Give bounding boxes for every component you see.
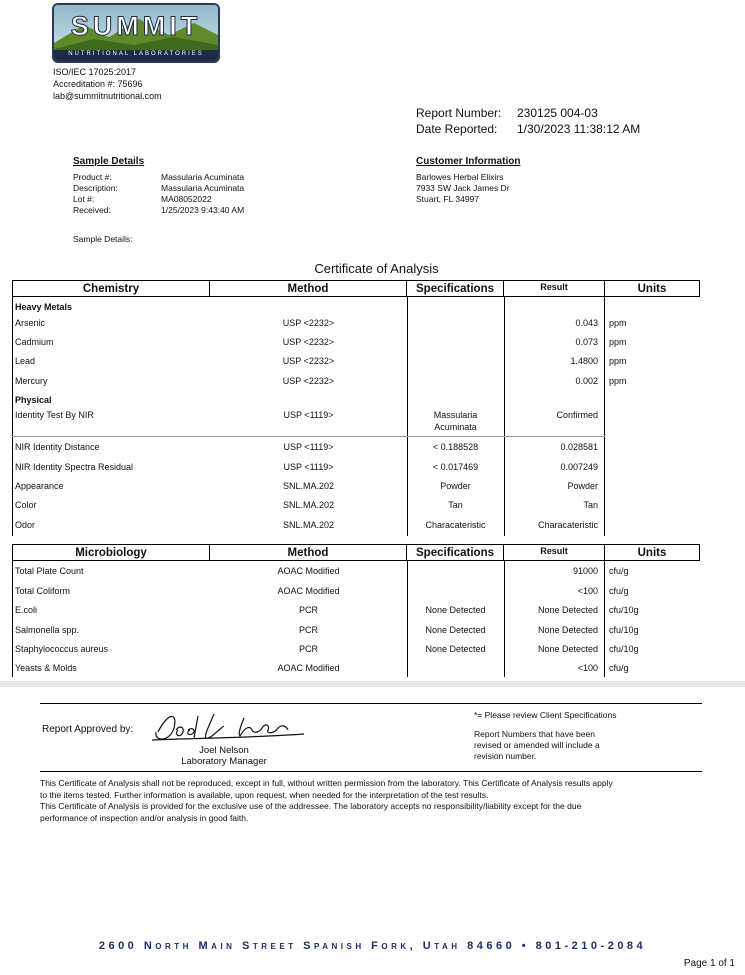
section-divider	[0, 681, 745, 687]
row-method: USP <1119>	[283, 462, 334, 472]
approved-by-label: Report Approved by:	[42, 724, 134, 735]
row-name: Lead	[15, 356, 36, 366]
row-spec: None Detected	[425, 644, 486, 654]
row-result: 0.002	[575, 376, 598, 386]
iso-standard: ISO/IEC 17025:2017	[53, 67, 137, 77]
row-spec-line2: Acuminata	[434, 422, 477, 432]
col-result: Result	[504, 545, 605, 560]
row-result: None Detected	[537, 605, 598, 615]
customer-street: 7933 SW Jack James Dr	[416, 183, 510, 193]
revision-note-line: revised or amended will include a	[474, 740, 600, 750]
customer-name: Barlowes Herbal Elixirs	[416, 172, 504, 182]
row-name: Identity Test By NIR	[15, 410, 94, 420]
row-result: <100	[577, 586, 598, 596]
row-units: cfu/g	[609, 566, 629, 576]
row-result: 0.073	[575, 337, 598, 347]
customer-info-heading: Customer Information	[416, 156, 521, 167]
row-method: USP <2232>	[282, 356, 335, 366]
row-name: E.coli	[15, 605, 38, 615]
row-name: Mercury	[15, 376, 48, 386]
revision-note	[474, 729, 600, 762]
row-spec: Powder	[440, 481, 471, 491]
sample-details-label: Sample Details:	[73, 234, 133, 244]
row-spec: Massularia	[433, 410, 478, 420]
disclaimer	[40, 778, 702, 824]
row-units: cfu/10g	[609, 644, 639, 654]
col-microbiology: Microbiology	[12, 545, 210, 560]
col-units: Units	[605, 545, 700, 560]
approver-title: Laboratory Manager	[181, 756, 267, 767]
col-method: Method	[210, 545, 407, 560]
row-name: Yeasts & Molds	[15, 663, 77, 673]
revision-note-line: Report Numbers that have been	[474, 729, 595, 739]
row-method: PCR	[298, 625, 318, 635]
chemistry-header	[12, 280, 700, 297]
row-result: 91000	[572, 566, 598, 576]
disclaimer-line: This Certificate of Analysis is provided for the exclusive use of the addressee. The laboratory accepts no responsibility/liability except for the due	[40, 801, 582, 811]
row-method: USP <1119>	[283, 410, 334, 420]
col-specifications: Specifications	[407, 281, 504, 296]
row-spec: Characateristic	[425, 520, 486, 530]
description-label: Description:	[73, 183, 118, 193]
row-spec: Tan	[448, 500, 463, 510]
customer-info	[416, 172, 510, 205]
row-method: SNL.MA.202	[282, 500, 335, 510]
product-value: Massularia Acuminata	[161, 172, 245, 182]
row-method: SNL.MA.202	[282, 520, 335, 530]
row-name: Salmonella spp.	[15, 625, 80, 635]
row-method: AOAC Modified	[277, 586, 340, 596]
row-method: SNL.MA.202	[282, 481, 335, 491]
accreditation-number: Accreditation #: 75696	[53, 79, 143, 89]
row-result: Confirmed	[556, 410, 598, 420]
col-method: Method	[210, 281, 407, 296]
logo-subtitle: NUTRITIONAL LABORATORIES	[68, 51, 204, 57]
date-reported-label: Date Reported:	[416, 122, 498, 136]
row-units: cfu/g	[609, 663, 629, 673]
row-result: None Detected	[537, 625, 598, 635]
logo-name: SUMMIT	[70, 11, 202, 41]
row-method: AOAC Modified	[277, 566, 340, 576]
row-spec: < 0.188528	[432, 442, 479, 452]
revision-note-line: revision number.	[474, 751, 537, 761]
lot-label: Lot #:	[73, 194, 95, 204]
disclaimer-line: performance of inspection and/or analysis in good faith.	[40, 812, 249, 823]
row-name: Total Plate Count	[15, 566, 84, 576]
description-value: Massularia Acuminata	[161, 183, 245, 193]
row-units: cfu/10g	[609, 605, 639, 615]
row-name: Appearance	[15, 481, 64, 491]
col-units: Units	[605, 281, 700, 296]
page-number: Page 1 of 1	[683, 958, 735, 969]
row-units: cfu/10g	[609, 625, 639, 635]
row-name: Staphylococcus aureus	[15, 644, 109, 654]
row-name: NIR Identity Spectra Residual	[15, 462, 134, 472]
row-result: 1.4800	[570, 356, 598, 366]
date-reported: 1/30/2023 11:38:12 AM	[517, 122, 641, 136]
approver	[168, 745, 280, 767]
col-specifications: Specifications	[407, 545, 504, 560]
report-number: 230125 004-03	[517, 106, 598, 120]
sample-values	[161, 172, 244, 216]
row-name: Arsenic	[15, 318, 46, 328]
row-name: Odor	[15, 520, 36, 530]
row-result: 0.043	[575, 318, 598, 328]
disclaimer-line: to the items tested. Further information is available, upon request, when needed for the interpretation of the test results.	[40, 789, 489, 800]
row-method: AOAC Modified	[277, 663, 340, 673]
certificate-title: Certificate of Analysis	[314, 261, 439, 276]
lot-value: MA08052022	[161, 194, 212, 204]
row-name: NIR Identity Distance	[15, 442, 100, 452]
summit-logo	[52, 3, 220, 63]
row-result: 0.007249	[560, 462, 598, 472]
row-spec: None Detected	[425, 605, 486, 615]
row-method: USP <2232>	[282, 318, 335, 328]
row-name: Total Coliform	[15, 586, 71, 596]
report-number-label: Report Number:	[416, 106, 502, 120]
lab-info	[53, 66, 162, 102]
sample-labels	[73, 172, 118, 216]
row-method: USP <1119>	[283, 442, 334, 452]
approver-name: Joel Nelson	[199, 745, 249, 756]
row-result: None Detected	[537, 644, 598, 654]
col-chemistry: Chemistry	[12, 281, 210, 296]
product-label: Product #:	[73, 172, 112, 182]
lab-email: lab@summitnutritional.com	[53, 91, 162, 101]
sample-details-heading: Sample Details	[73, 156, 145, 167]
row-method: PCR	[298, 644, 318, 654]
row-spec: < 0.017469	[432, 462, 479, 472]
received-value: 1/25/2023 9:43:40 AM	[161, 205, 245, 215]
row-result: <100	[577, 663, 598, 673]
row-result: 0.028581	[560, 442, 598, 452]
row-units: ppm	[609, 318, 627, 328]
microbiology-header	[12, 544, 700, 561]
row-name: Cadmium	[15, 337, 54, 347]
customer-city: Stuart, FL 34997	[416, 194, 480, 204]
row-name: Color	[15, 500, 37, 510]
row-units: ppm	[609, 337, 627, 347]
row-method: USP <2232>	[282, 337, 335, 347]
row-units: cfu/g	[609, 586, 629, 596]
row-method: USP <2232>	[282, 376, 335, 386]
signature	[148, 708, 308, 744]
row-result: Powder	[567, 481, 598, 491]
received-label: Received:	[73, 205, 111, 215]
spec-note: *= Please review Client Specifications	[474, 710, 617, 720]
lab-address: 2600 North Main Street Spanish Fork, Utah 84660 • 801-210-2084	[98, 940, 647, 952]
row-result: Characateristic	[537, 520, 598, 530]
col-result: Result	[504, 281, 605, 296]
row-units: ppm	[609, 356, 627, 366]
row-result: Tan	[583, 500, 598, 510]
row-spec: None Detected	[425, 625, 486, 635]
group-heavy-metals: Heavy Metals	[15, 302, 73, 312]
row-method: PCR	[298, 605, 318, 615]
disclaimer-line: This Certificate of Analysis shall not be reproduced, except in full, without written permission from the laboratory. This Certificate of Analysis results apply	[40, 778, 613, 788]
group-physical: Physical	[15, 395, 52, 405]
row-units: ppm	[609, 376, 627, 386]
